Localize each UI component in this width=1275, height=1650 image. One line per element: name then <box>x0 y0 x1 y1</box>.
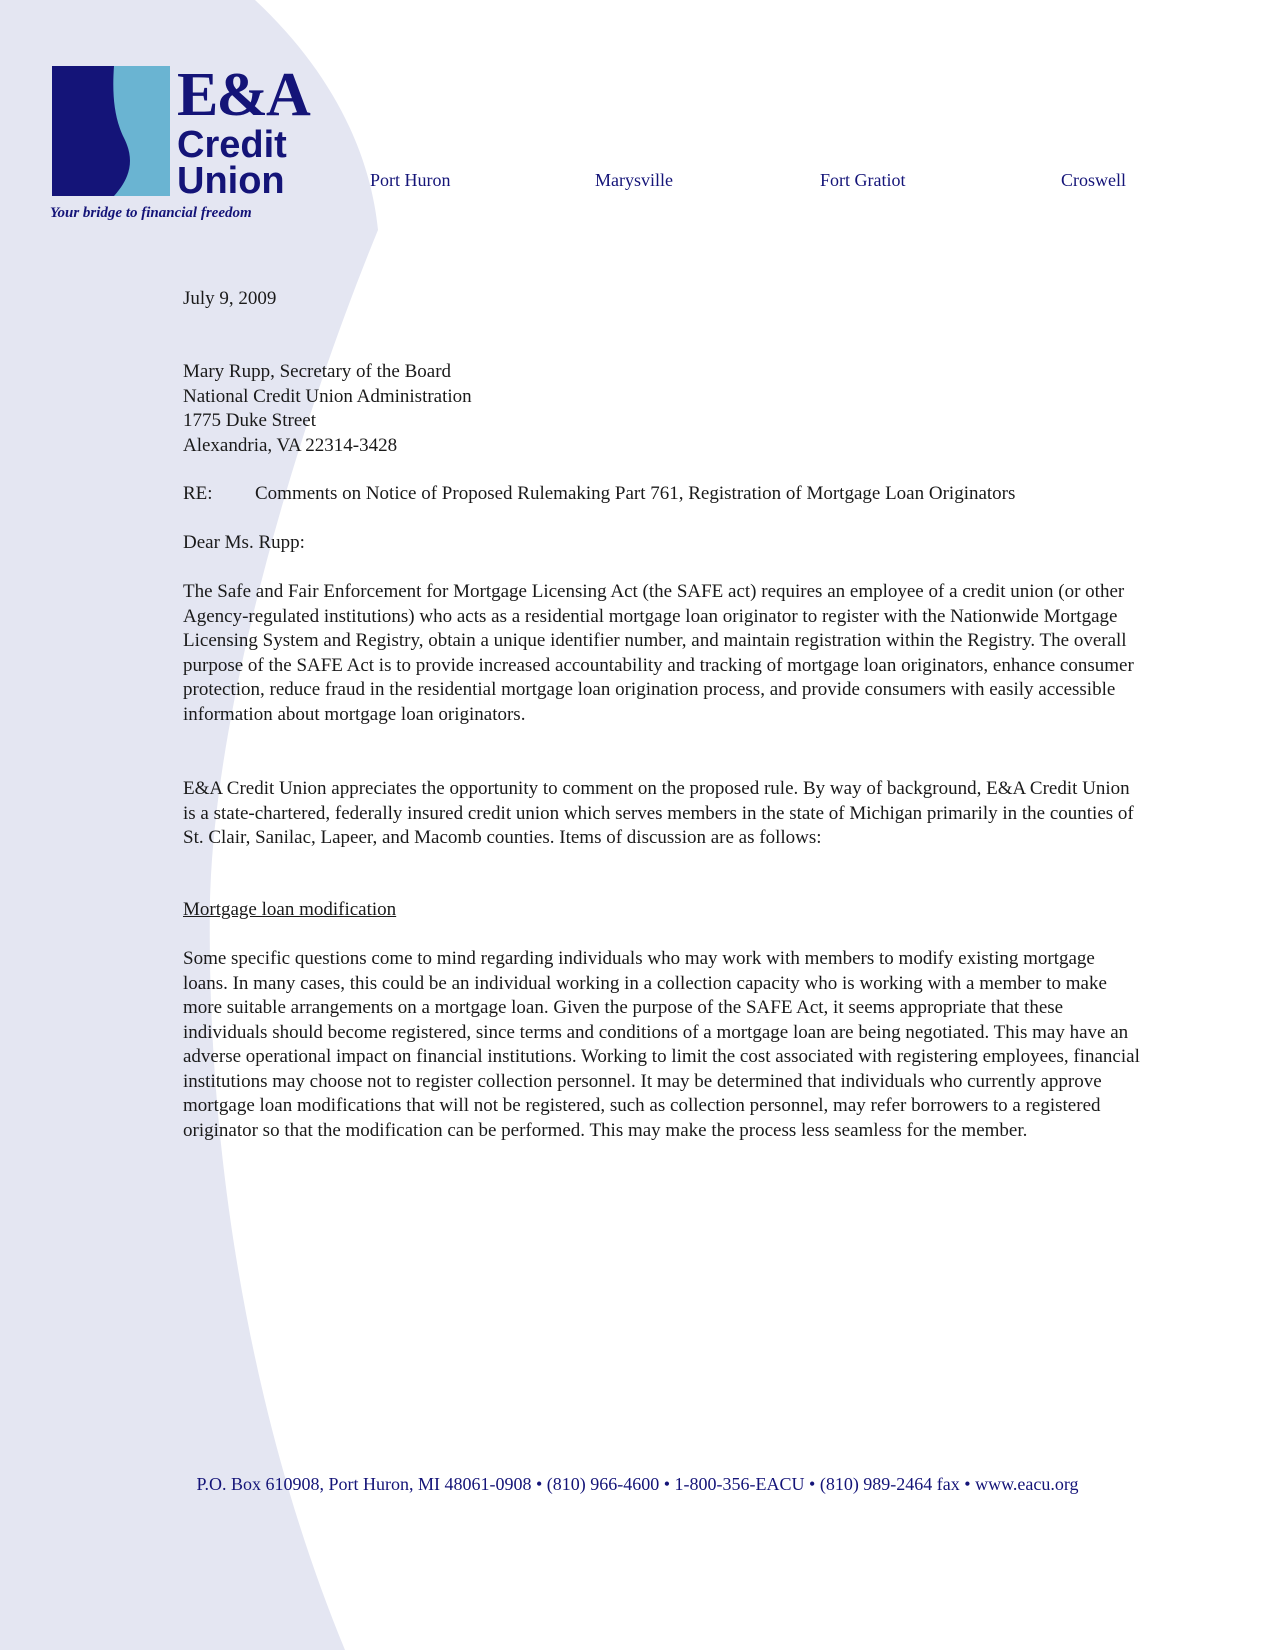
branch-croswell: Croswell <box>1061 170 1126 190</box>
subject-text: Comments on Notice of Proposed Rulemaking Part 761, Registration of Mortgage Loan Originators <box>255 483 1016 504</box>
body-paragraph-1: The Safe and Fair Enforcement for Mortgage Licensing Act (the SAFE act) requires an employee of a credit union (or other Agency-regulated institutions) who acts as a residential mortgage loan originator to register with the Nationwide Mortgage Licensing System and Registry, obtain a unique identifier number, and maintain registration within the Registry. The overall purpose of the SAFE Act is to provide increased accountability and tracking of mortgage loan originators, enhance consumer protection, reduce fraud in the residential mortgage loan origination process, and provide consumers with easily accessible information about mortgage loan originators. <box>183 581 1134 725</box>
branch-marysville: Marysville <box>595 170 673 190</box>
branch-port-huron: Port Huron <box>370 170 451 190</box>
logo-brand-ea: E&A <box>177 61 309 129</box>
subject-line <box>183 482 1015 507</box>
logo-brand-credit: Credit <box>177 124 287 166</box>
recipient-street: 1775 Duke Street <box>183 410 316 431</box>
footer-contact-info: P.O. Box 610908, Port Huron, MI 48061-0908 • (810) 966-4600 • 1-800-356-EACU • (810) 989-2464 fax • www.eacu.org <box>196 1474 1079 1494</box>
logo-bridge-mark-icon <box>52 66 170 196</box>
body-paragraph-3: Some specific questions come to mind regarding individuals who may work with members to modify existing mortgage loans. In many cases, this could be an individual working in a collection capacity who is working with a member to make more suitable arrangements on a mortgage loan. Given the purpose of the SAFE Act, it seems appropriate that these individuals should become registered, since terms and conditions of a mortgage loan are being negotiated. This may have an adverse operational impact on financial institutions. Working to limit the cost associated with registering employees, financial institutions may choose not to register collection personnel. It may be determined that individuals who currently approve mortgage loan modifications that will not be registered, such as collection personnel, may refer borrowers to a registered originator so that the modification can be performed. This may make the process less seamless for the member. <box>183 948 1140 1141</box>
logo-tagline: Your bridge to financial freedom <box>50 205 252 221</box>
recipient-city: Alexandria, VA 22314-3428 <box>183 434 398 456</box>
recipient-organization: National Credit Union Administration <box>183 385 472 407</box>
branch-fort-gratiot: Fort Gratiot <box>820 170 906 190</box>
logo-brand-union: Union <box>177 160 285 202</box>
letter-date: July 9, 2009 <box>183 288 277 309</box>
recipient-address <box>183 360 472 458</box>
recipient-name: Mary Rupp, Secretary of the Board <box>183 361 452 382</box>
section-heading: Mortgage loan modification <box>183 899 397 920</box>
body-paragraph-2: E&A Credit Union appreciates the opportunity to comment on the proposed rule. By way of background, E&A Credit Union is a state-chartered, federally insured credit union which serves members in the state of Michigan primarily in the counties of St. Clair, Sanilac, Lapeer, and Macomb counties. Items of discussion are as follows: <box>183 778 1134 848</box>
subject-label: RE: <box>183 483 213 504</box>
company-logo <box>50 62 320 232</box>
salutation: Dear Ms. Rupp: <box>183 532 305 553</box>
